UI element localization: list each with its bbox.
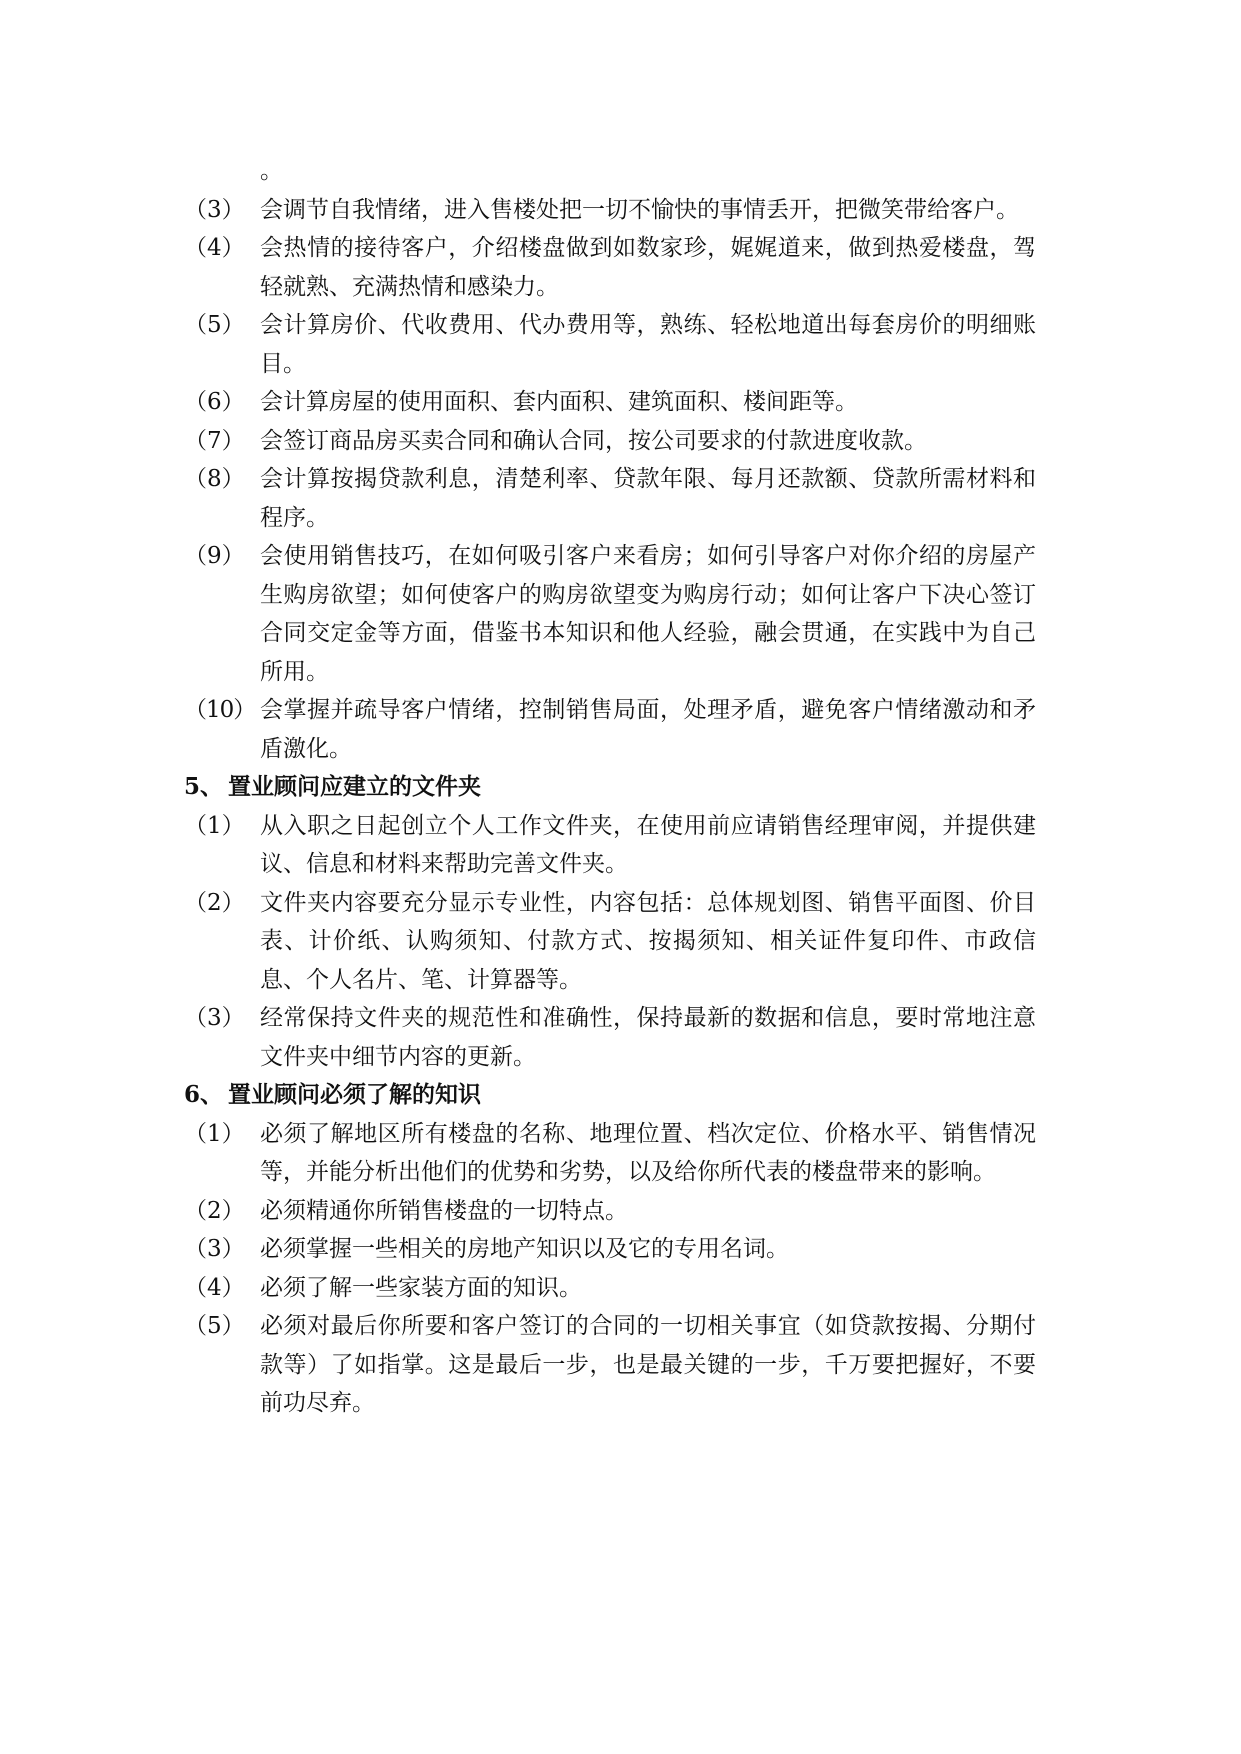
skills-list bbox=[184, 191, 1036, 769]
item-text: 会计算房价、代收费用、代办费用等，熟练、轻松地道出每套房价的明细账目。 bbox=[260, 312, 1036, 377]
item-number: （3） bbox=[184, 1005, 245, 1031]
list-item bbox=[184, 807, 1036, 884]
item-number: （1） bbox=[184, 812, 245, 839]
item-text: 会使用销售技巧，在如何吸引客户来看房；如何引导客户对你介绍的房屋产生购房欲望；如何使客户的购房欲望变为购房行动；如何让客户下决心签订合同交定金等方面，借鉴书本知识和他人经验，融会贯通，在实践中为自己所用。 bbox=[260, 543, 1036, 685]
item-number: （3） bbox=[184, 1236, 245, 1262]
list-item bbox=[184, 1307, 1036, 1423]
list-item bbox=[184, 229, 1036, 306]
item-text: 必须对最后你所要和客户签订的合同的一切相关事宜（如贷款按揭、分期付款等）了如指掌。这是最后一步，也是最关键的一步，千万要把握好，不要前功尽弃。 bbox=[260, 1313, 1036, 1416]
item-text: 会调节自我情绪，进入售楼处把一切不愉快的事情丢开，把微笑带给客户。 bbox=[260, 196, 1019, 223]
document-body bbox=[184, 152, 1036, 1423]
list-item bbox=[184, 1269, 1036, 1308]
list-item bbox=[184, 1230, 1036, 1269]
list-item bbox=[184, 884, 1036, 1000]
item-text: 从入职之日起创立个人工作文件夹，在使用前应请销售经理审阅，并提供建议、信息和材料来帮助完善文件夹。 bbox=[260, 812, 1036, 877]
item-number: （9） bbox=[184, 543, 245, 569]
item-text: 会签订商品房买卖合同和确认合同，按公司要求的付款进度收款。 bbox=[260, 427, 927, 454]
list-item bbox=[184, 460, 1036, 537]
section-number: 5、 bbox=[184, 773, 224, 800]
list-item bbox=[184, 383, 1036, 422]
list-item bbox=[184, 1115, 1036, 1192]
section-title: 置业顾问必须了解的知识 bbox=[228, 1081, 481, 1108]
section-title: 置业顾问应建立的文件夹 bbox=[228, 773, 481, 800]
item-number: （2） bbox=[184, 889, 245, 916]
section-number: 6、 bbox=[184, 1081, 224, 1108]
section-5-list bbox=[184, 807, 1036, 1077]
item-number: （4） bbox=[184, 1274, 245, 1301]
item-text: 必须掌握一些相关的房地产知识以及它的专用名词。 bbox=[260, 1236, 789, 1262]
list-item bbox=[184, 422, 1036, 461]
item-text: 经常保持文件夹的规范性和准确性，保持最新的数据和信息，要时常地注意文件夹中细节内容的更新。 bbox=[260, 1005, 1036, 1070]
item-number: （10） bbox=[184, 697, 256, 723]
item-text: 必须精通你所销售楼盘的一切特点。 bbox=[260, 1197, 628, 1224]
item-text: 必须了解一些家装方面的知识。 bbox=[260, 1274, 582, 1301]
item-number: （4） bbox=[184, 235, 245, 261]
item-number: （2） bbox=[184, 1197, 245, 1224]
item-number: （3） bbox=[184, 196, 245, 223]
list-item bbox=[184, 1192, 1036, 1231]
item-number: （5） bbox=[184, 312, 245, 338]
item-text: 会计算房屋的使用面积、套内面积、建筑面积、楼间距等。 bbox=[260, 389, 858, 415]
list-item bbox=[184, 306, 1036, 383]
item-number: （5） bbox=[184, 1313, 245, 1339]
item-text: 文件夹内容要充分显示专业性，内容包括：总体规划图、销售平面图、价目表、计价纸、认购须知、付款方式、按揭须知、相关证件复印件、市政信息、个人名片、笔、计算器等。 bbox=[260, 889, 1036, 993]
list-item bbox=[184, 999, 1036, 1076]
item-text: 会计算按揭贷款利息，清楚利率、贷款年限、每月还款额、贷款所需材料和程序。 bbox=[260, 466, 1036, 531]
item-number: （7） bbox=[184, 427, 245, 454]
section-heading-5 bbox=[184, 768, 1036, 807]
list-item bbox=[184, 191, 1036, 230]
item-text: 必须了解地区所有楼盘的名称、地理位置、档次定位、价格水平、销售情况等，并能分析出他们的优势和劣势，以及给你所代表的楼盘带来的影响。 bbox=[260, 1120, 1036, 1185]
list-item bbox=[184, 537, 1036, 691]
list-item bbox=[184, 691, 1036, 768]
item-text: 会掌握并疏导客户情绪，控制销售局面，处理矛盾，避免客户情绪激动和矛盾激化。 bbox=[260, 697, 1036, 762]
section-heading-6 bbox=[184, 1076, 1036, 1115]
item-number: （6） bbox=[184, 389, 245, 415]
item-number: （8） bbox=[184, 466, 245, 492]
continued-fragment: 。 bbox=[260, 158, 283, 184]
item-text: 会热情的接待客户，介绍楼盘做到如数家珍，娓娓道来，做到热爱楼盘，驾轻就熟、充满热情和感染力。 bbox=[260, 235, 1036, 300]
item-number: （1） bbox=[184, 1120, 245, 1147]
section-6-list bbox=[184, 1115, 1036, 1423]
